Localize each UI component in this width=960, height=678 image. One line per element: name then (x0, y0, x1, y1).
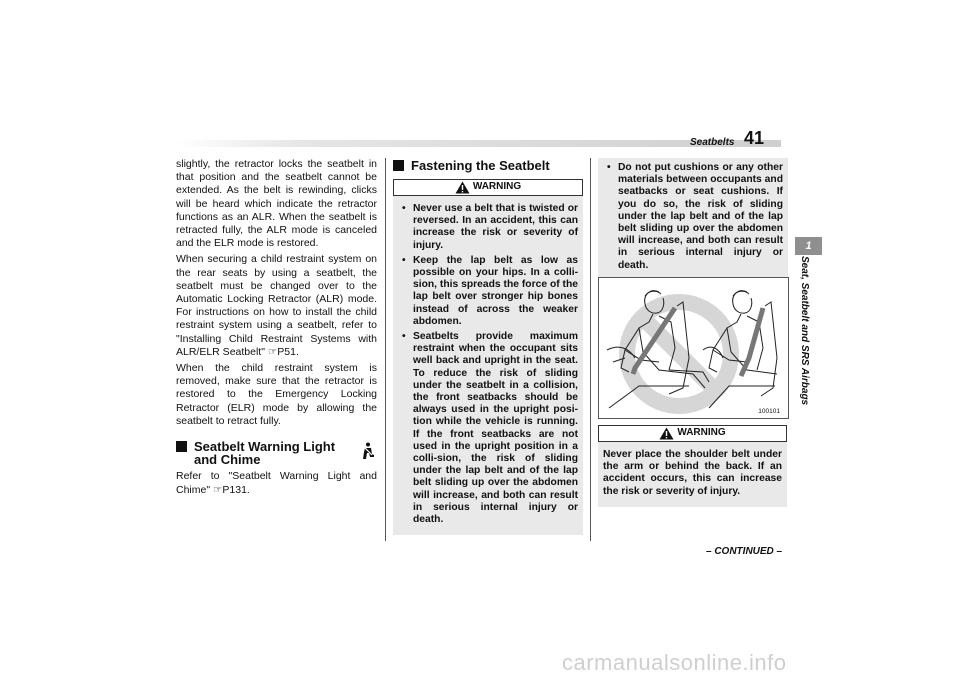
paragraph: When securing a child restraint system on the rear seats by using a seatbelt, the seatbelt must be changed over to the Automatic Locking Retractor (ALR) mode. For instructions on how to install the child restraint system using a seatbelt, refer to "Installing Child Restraint Systems with ALR/ELR Seatbelt" ☞P51. (176, 253, 377, 358)
paragraph: slightly, the retractor locks the seatbelt in that position and the seatbelt cannot be extended. As the belt is rewinding, clicks will be heard which indicate the retractor functions as an ALR. When the seatbelt is retracted fully, the ALR mode is canceled and the ELR mode is restored. (176, 158, 377, 250)
section-heading-warning-light: Seatbelt Warning Light and Chime (176, 440, 377, 466)
seatbelt-warning-icon (361, 442, 375, 462)
warning-header: WARNING (598, 425, 787, 442)
heading-square-icon (393, 160, 404, 171)
warning-continuation-box (598, 158, 788, 283)
warning-header: WARNING (393, 179, 583, 196)
warning-triangle-icon (659, 427, 674, 440)
illustration-code: 100101 (758, 408, 780, 415)
column-divider (385, 158, 386, 541)
paragraph: Refer to "Seatbelt Warning Light and Chime" ☞P131. (176, 470, 377, 496)
warning-text: Never place the shoulder belt under the arm or behind the back. If an accident occurs, this can increase the risk or severity of injury. (603, 449, 782, 497)
column-right (598, 158, 788, 283)
warning-box (393, 179, 583, 535)
list-item: • Keep the lap belt as low as possible on your hips. In a colli-sion, this spreads the force of the lap belt over stronger hip bones instead of across the weaker abdomen. (398, 255, 578, 328)
column-divider (590, 158, 591, 541)
list-item: • Seatbelts provide maximum restraint when the occupant sits well back and upright in the seat. To reduce the risk of sliding under the seatbelt in a collision, the front seatbacks should be always used in the upright posi-tion while the vehicle is running. If the front seatbacks are not used in the upright position in a colli-sion, the risk of sliding under the lap belt and of the lap belt sliding up over the abdomen will increase, and both can result in serious internal injury or death. (398, 331, 578, 526)
list-item: • Never use a belt that is twisted or reversed. In an accident, this can increase the risk or severity of injury. (398, 203, 578, 252)
warning-triangle-icon (455, 181, 470, 194)
column-middle (393, 158, 583, 535)
column-left (176, 158, 377, 500)
seatbelt-illustration (598, 277, 789, 419)
section-heading-fastening: Fastening the Seatbelt (393, 158, 583, 173)
chapter-tab-number: 1 (795, 237, 822, 255)
watermark: carmanualsonline.info (562, 650, 787, 675)
paragraph: When the child restraint system is removed, make sure that the retractor is restored to the Emergency Locking Retractor (ELR) mode by allowing the seatbelt to retract fully. (176, 362, 377, 427)
page-number: 41 (744, 128, 765, 148)
illustration-drawing (599, 278, 788, 418)
warning-box-shoulder (598, 425, 787, 507)
running-title: Seatbelts (690, 137, 735, 148)
list-item: • Do not put cushions or any other materials between occupants and seatbacks or seat cushions. If you do so, the risk of sliding under the lap belt and of the lap belt sliding up over the abdomen will increase, and both can result in serious internal injury or death. (603, 162, 783, 272)
continued-label: – CONTINUED – (706, 546, 783, 557)
chapter-tab-text: Seat, Seatbelt and SRS Airbags (799, 256, 810, 406)
warning-list (398, 203, 578, 526)
heading-square-icon (176, 441, 187, 452)
